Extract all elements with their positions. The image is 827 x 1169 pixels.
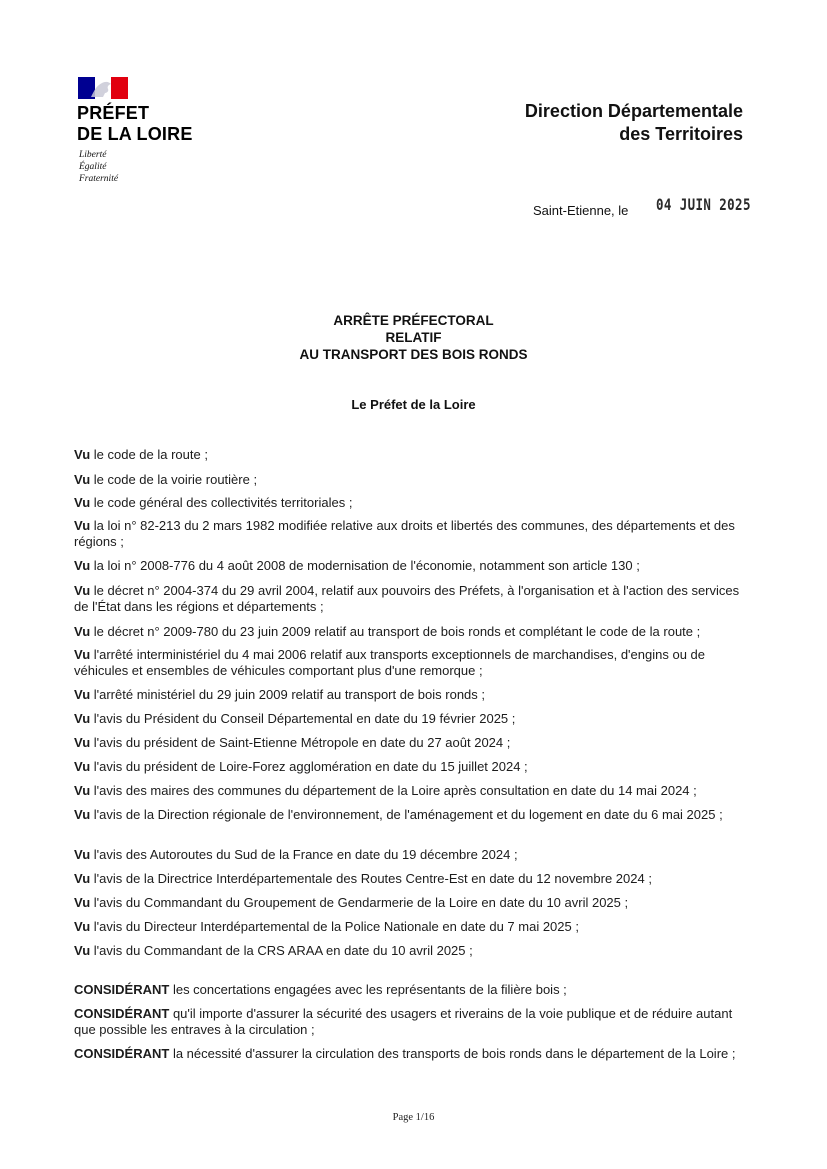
flag-red (111, 77, 128, 99)
para-lead: CONSIDÉRANT (74, 1006, 170, 1021)
vu-paragraph (74, 447, 746, 463)
title-line2: RELATIF (385, 330, 442, 345)
vu-paragraph (74, 895, 746, 911)
para-lead: Vu (74, 895, 91, 910)
para-lead: Vu (74, 943, 91, 958)
devise-fraternite: Fraternité (79, 174, 119, 184)
authority-heading: Le Préfet de la Loire (351, 397, 476, 412)
considerant-paragraph (74, 982, 746, 998)
para-lead: Vu (74, 472, 91, 487)
considerant-paragraph (74, 1006, 746, 1038)
para-text: le décret n° 2004-374 du 29 avril 2004, relatif aux pouvoirs des Préfets, à l'organisation et à l'action des services de l'État dans les régions et départements ; (74, 583, 740, 614)
para-text: le code de la voirie routière ; (90, 472, 258, 487)
devise-liberte: Liberté (79, 150, 107, 160)
date-stamp: 04 JUIN 2025 (656, 195, 751, 214)
para-text: l'avis du Commandant de la CRS ARAA en date du 10 avril 2025 ; (90, 943, 473, 958)
para-text: l'avis de la Directrice Interdépartementale des Routes Centre-Est en date du 12 novembre 2024 ; (90, 871, 652, 886)
title-line3: AU TRANSPORT DES BOIS RONDS (299, 347, 528, 362)
para-lead: Vu (74, 687, 91, 702)
ddt-line1: Direction Départementale (524, 101, 743, 121)
para-text: l'avis du président de Saint-Etienne Métropole en date du 27 août 2024 ; (90, 735, 511, 750)
para-lead: Vu (74, 711, 91, 726)
para-text: l'avis des maires des communes du département de la Loire après consultation en date du 14 mai 2024 ; (90, 783, 697, 798)
prefet-line2: DE LA LOIRE (77, 124, 193, 144)
para-text: les concertations engagées avec les représentants de la filière bois ; (169, 982, 567, 997)
issuing-department (525, 100, 743, 146)
para-lead: Vu (74, 807, 91, 822)
vu-paragraph (74, 687, 746, 703)
vu-paragraph (74, 759, 746, 775)
para-text: le décret n° 2009-780 du 23 juin 2009 relatif au transport de bois ronds et complétant le code de la route ; (90, 624, 701, 639)
vu-paragraph (74, 711, 746, 727)
prefet-title (77, 103, 193, 145)
para-text: le code de la route ; (90, 447, 208, 462)
para-text: l'avis des Autoroutes du Sud de la France en date du 19 décembre 2024 ; (90, 847, 518, 862)
para-text: l'arrêté interministériel du 4 mai 2006 relatif aux transports exceptionnels de marchandises, d'engins ou de véhicules et ensembles de véhicules comportant plus d'une remorque ; (74, 647, 705, 678)
place-label: Saint-Etienne, le (533, 203, 629, 218)
marianne-flag-logo (78, 77, 128, 99)
para-text: qu'il importe d'assurer la sécurité des usagers et riverains de la voie publique et de réduire autant que possible les entraves à la circulation ; (74, 1006, 733, 1037)
vu-paragraph (74, 624, 746, 640)
para-lead: CONSIDÉRANT (74, 982, 170, 997)
para-lead: Vu (74, 647, 91, 662)
para-text: l'avis du Directeur Interdépartemental de la Police Nationale en date du 7 mai 2025 ; (90, 919, 579, 934)
para-text: l'arrêté ministériel du 29 juin 2009 relatif au transport de bois ronds ; (90, 687, 486, 702)
para-lead: Vu (74, 759, 91, 774)
title-line1: ARRÊTE PRÉFECTORAL (333, 313, 494, 328)
vu-paragraph (74, 472, 746, 488)
para-text: la loi n° 2008-776 du 4 août 2008 de modernisation de l'économie, notamment son article 130 ; (90, 558, 640, 573)
prefet-line1: PRÉFET (77, 103, 150, 123)
para-text: la loi n° 82-213 du 2 mars 1982 modifiée relative aux droits et libertés des communes, des départements et des régions ; (74, 518, 735, 549)
devise (79, 149, 118, 185)
para-lead: Vu (74, 783, 91, 798)
devise-egalite: Égalité (79, 162, 107, 172)
para-lead: Vu (74, 735, 91, 750)
para-text: l'avis du Président du Conseil Départemental en date du 19 février 2025 ; (90, 711, 516, 726)
vu-paragraph (74, 847, 746, 863)
vu-paragraph (74, 871, 746, 887)
vu-paragraph (74, 495, 746, 511)
para-lead: Vu (74, 919, 91, 934)
para-text: l'avis de la Direction régionale de l'environnement, de l'aménagement et du logement en date du 6 mai 2025 ; (90, 807, 723, 822)
vu-paragraph (74, 807, 746, 823)
para-lead: Vu (74, 447, 91, 462)
para-lead: Vu (74, 558, 91, 573)
para-lead: Vu (74, 871, 91, 886)
vu-paragraph (74, 943, 746, 959)
para-text: le code général des collectivités territoriales ; (90, 495, 353, 510)
para-lead: Vu (74, 847, 91, 862)
considerant-paragraph (74, 1046, 746, 1062)
vu-paragraph (74, 735, 746, 751)
para-lead: Vu (74, 624, 91, 639)
para-lead: Vu (74, 518, 91, 533)
vu-paragraph (74, 919, 746, 935)
para-text: la nécessité d'assurer la circulation des transports de bois ronds dans le département de la Loire ; (169, 1046, 736, 1061)
vu-paragraph (74, 647, 746, 679)
vu-paragraph (74, 783, 746, 799)
para-lead: Vu (74, 495, 91, 510)
ddt-line2: des Territoires (619, 124, 743, 144)
para-lead: Vu (74, 583, 91, 598)
para-text: l'avis du président de Loire-Forez agglomération en date du 15 juillet 2024 ; (90, 759, 528, 774)
page-number: Page 1/16 (392, 1112, 435, 1123)
para-lead: CONSIDÉRANT (74, 1046, 170, 1061)
vu-paragraph (74, 558, 746, 574)
para-text: l'avis du Commandant du Groupement de Gendarmerie de la Loire en date du 10 avril 2025 ; (90, 895, 629, 910)
vu-paragraph (74, 518, 746, 550)
document-title (0, 312, 827, 363)
vu-paragraph (74, 583, 746, 615)
